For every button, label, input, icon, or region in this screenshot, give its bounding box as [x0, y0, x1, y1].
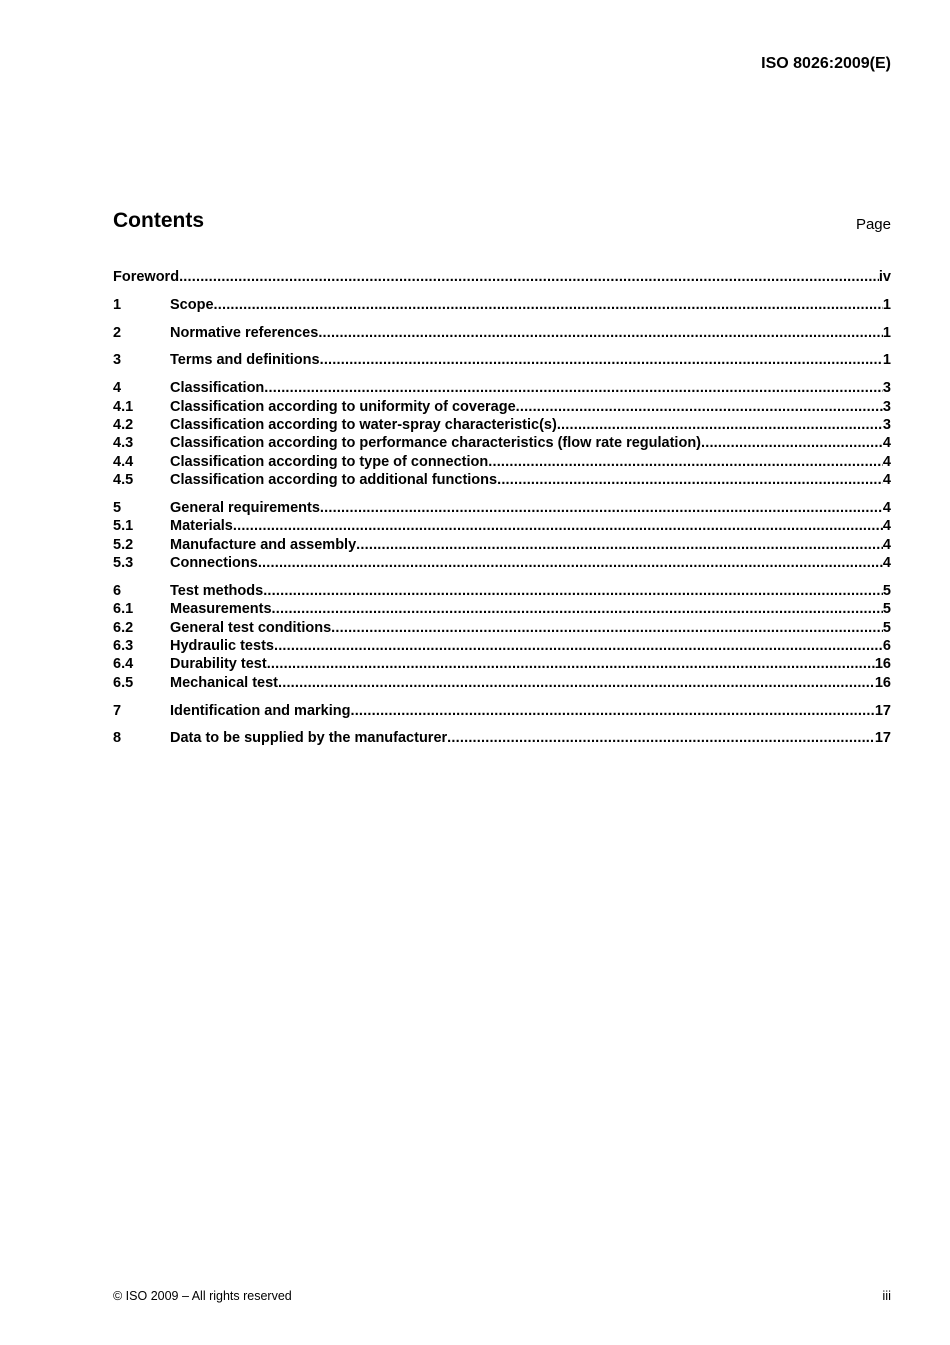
toc-entry-title: Classification according to performance characteristics (flow rate regulation): [170, 435, 701, 452]
toc-entry-title: Terms and definitions: [170, 352, 320, 369]
dot-leader: [320, 499, 883, 517]
dot-leader: [258, 554, 883, 572]
toc-entry-title: Data to be supplied by the manufacturer: [170, 730, 448, 747]
toc-entry-title: Connections: [170, 555, 258, 572]
toc-entry-page: 17: [874, 702, 891, 719]
toc-entry-title: Classification according to uniformity of coverage: [170, 398, 516, 415]
toc-entry-number: 6.5: [113, 674, 134, 691]
dot-leader: [320, 351, 883, 369]
dot-leader: [263, 582, 883, 600]
toc-entry-title: Hydraulic tests: [170, 637, 274, 654]
dot-leader: [516, 398, 883, 416]
toc-entry-number: 4.3: [113, 435, 134, 452]
toc-entry-page: 4: [882, 536, 891, 553]
toc-entry-foreword[interactable]: [113, 268, 891, 286]
toc-entry-title: Durability test: [170, 656, 267, 673]
toc-entry-title: Manufacture and assembly: [170, 536, 357, 553]
toc-entry-page: 16: [874, 674, 891, 691]
toc-entry-4-1[interactable]: [113, 398, 891, 416]
toc-entry-number: 6.2: [113, 619, 134, 636]
dot-leader: [233, 517, 883, 535]
toc-entry-page: 17: [874, 730, 891, 747]
toc-entry-page: iv: [878, 269, 891, 285]
dot-leader: [264, 379, 883, 397]
toc-entry-8[interactable]: [113, 729, 891, 747]
toc-entry-title: Classification according to water-spray characteristic(s): [170, 416, 557, 433]
toc-entry-title: Classification according to type of connection: [170, 453, 489, 470]
toc-entry-page: 3: [882, 380, 891, 397]
toc-entry-page: 5: [882, 601, 891, 618]
toc-entry-title: Identification and marking: [170, 702, 351, 719]
toc-entry-title: Mechanical test: [170, 674, 278, 691]
toc-entry-2[interactable]: [113, 324, 891, 342]
toc-entry-page: 4: [882, 499, 891, 516]
toc-entry-6[interactable]: [113, 582, 891, 600]
toc-entry-title: General requirements: [170, 499, 320, 516]
toc-entry-title: Materials: [170, 518, 233, 535]
toc-entry-page: 5: [882, 619, 891, 636]
toc-entry-6-4[interactable]: [113, 655, 891, 673]
dot-leader: [488, 453, 883, 471]
toc-entry-number: 6.4: [113, 656, 134, 673]
toc-entry-number: 3: [113, 352, 122, 369]
toc-entry-page: 4: [882, 555, 891, 572]
toc-entry-number: 5.2: [113, 536, 134, 553]
toc-entry-4-4[interactable]: [113, 453, 891, 471]
dot-leader: [318, 324, 883, 342]
dot-leader: [214, 296, 883, 314]
toc-entry-number: 7: [113, 702, 122, 719]
toc-entry-7[interactable]: [113, 702, 891, 720]
copyright-notice: © ISO 2009 – All rights reserved: [113, 1289, 292, 1303]
toc-entry-6-2[interactable]: [113, 619, 891, 637]
document-id: ISO 8026:2009(E): [761, 55, 891, 72]
dot-leader: [272, 600, 883, 618]
toc-entry-page: 16: [874, 656, 891, 673]
toc-entry-5-3[interactable]: [113, 554, 891, 572]
toc-entry-title: Normative references: [170, 324, 319, 341]
toc-entry-title: General test conditions: [170, 619, 332, 636]
dot-leader: [497, 471, 883, 489]
toc-entry-number: 4.5: [113, 472, 134, 489]
toc-entry-1[interactable]: [113, 296, 891, 314]
dot-leader: [350, 702, 874, 720]
toc-entry-page: 5: [882, 582, 891, 599]
toc-entry-number: 6.1: [113, 601, 134, 618]
toc-entry-5-1[interactable]: [113, 517, 891, 535]
dot-leader: [701, 434, 883, 452]
toc-entry-number: 2: [113, 324, 122, 341]
toc-entry-4-3[interactable]: [113, 434, 891, 452]
toc-entry-title: Foreword: [113, 269, 180, 285]
toc-entry-number: 4.1: [113, 398, 134, 415]
toc-entry-page: 6: [882, 637, 891, 654]
dot-leader: [274, 637, 883, 655]
toc-entry-5[interactable]: [113, 499, 891, 517]
toc-entry-number: 6: [113, 582, 122, 599]
toc-entry-page: 3: [882, 398, 891, 415]
toc-entry-title: Test methods: [170, 582, 264, 599]
toc-entry-4-5[interactable]: [113, 471, 891, 489]
toc-entry-page: 4: [882, 453, 891, 470]
toc-entry-number: 5.3: [113, 555, 134, 572]
toc-entry-page: 1: [882, 296, 891, 313]
toc-entry-number: 8: [113, 730, 122, 747]
toc-entry-6-3[interactable]: [113, 637, 891, 655]
toc-entry-6-5[interactable]: [113, 674, 891, 692]
toc-entry-number: 5: [113, 499, 122, 516]
toc-entry-page: 4: [882, 518, 891, 535]
toc-entry-title: Measurements: [170, 601, 272, 618]
dot-leader: [278, 674, 875, 692]
dot-leader: [447, 729, 875, 747]
contents-title: Contents: [113, 209, 204, 232]
page-column-label: Page: [855, 216, 891, 233]
toc-entry-page: 1: [882, 352, 891, 369]
toc-entry-number: 4.2: [113, 416, 134, 433]
toc-entry-title: Classification: [170, 380, 265, 397]
toc-entry-title: Scope: [170, 296, 214, 313]
toc-entry-3[interactable]: [113, 351, 891, 369]
dot-leader: [267, 655, 875, 673]
toc-entry-page: 4: [882, 472, 891, 489]
toc-entry-number: 4: [113, 380, 122, 397]
dot-leader: [356, 536, 883, 554]
toc-entry-4[interactable]: [113, 379, 891, 397]
toc-entry-number: 5.1: [113, 518, 134, 535]
toc-entry-5-2[interactable]: [113, 536, 891, 554]
toc-entry-6-1[interactable]: [113, 600, 891, 618]
toc-entry-page: 3: [882, 416, 891, 433]
dot-leader: [557, 416, 883, 434]
toc-entry-number: 6.3: [113, 637, 134, 654]
toc-entry-title: Classification according to additional functions: [170, 472, 498, 489]
dot-leader: [331, 619, 883, 637]
table-of-contents: [113, 268, 891, 748]
toc-entry-number: 4.4: [113, 453, 134, 470]
toc-entry-page: 4: [882, 435, 891, 452]
page-number: iii: [882, 1288, 891, 1303]
dot-leader: [179, 268, 879, 286]
toc-entry-page: 1: [882, 324, 891, 341]
toc-entry-number: 1: [113, 296, 122, 313]
toc-entry-4-2[interactable]: [113, 416, 891, 434]
